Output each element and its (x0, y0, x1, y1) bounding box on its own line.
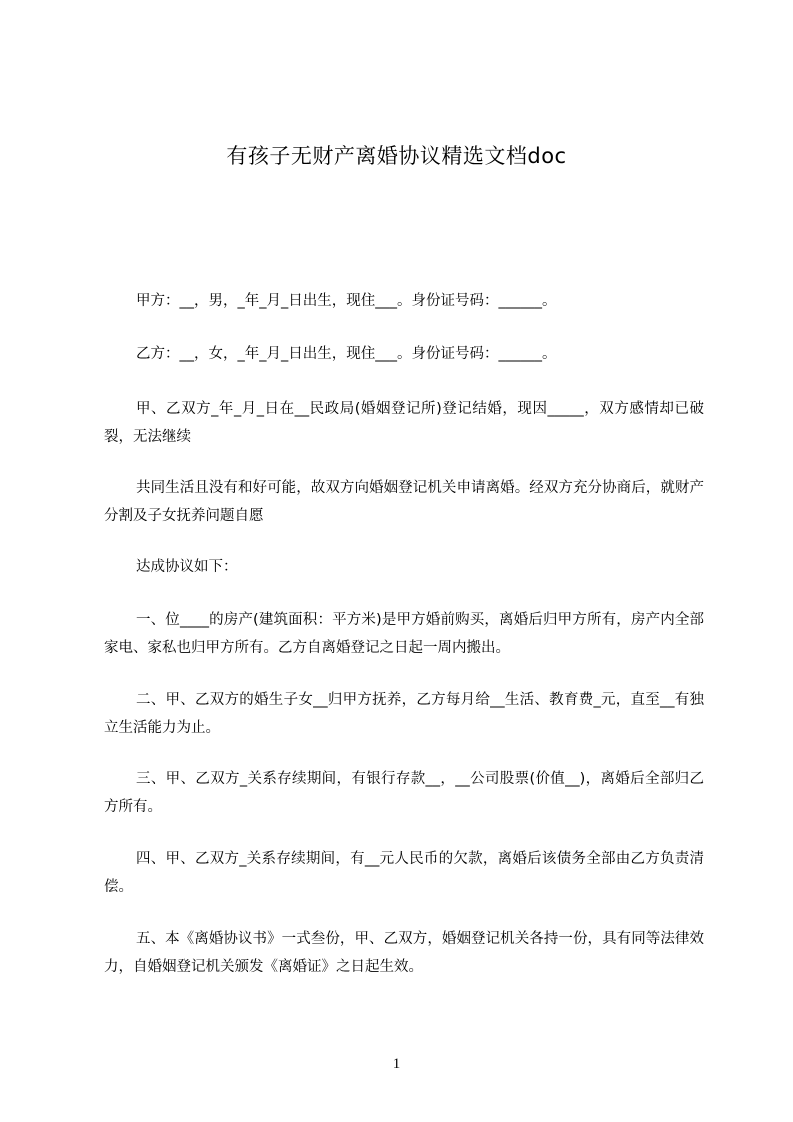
paragraph-party-b: 乙方：__，女，_年_月_日出生，现住___。身份证号码：______。 (136, 346, 557, 362)
clause-2-child-custody: 二、甲、乙双方的婚生子女__归甲方抚养，乙方每月给__生活、教育费_元，直至__有独立生活能力为止。 (104, 692, 704, 736)
page-number: 1 (392, 1056, 401, 1072)
paragraph-marriage-background: 甲、乙双方_年_月_日在__民政局(婚姻登记所)登记结婚，现因_____，双方感情却已破裂，无法继续 (104, 401, 704, 445)
clause-4-debt: 四、甲、乙双方_关系存续期间，有__元人民币的欠款，离婚后该债务全部由乙方负责清偿。 (104, 851, 704, 895)
paragraph-agreement-intro: 达成协议如下： (136, 559, 238, 575)
paragraph-party-a: 甲方：__，男，_年_月_日出生，现住___。身份证号码：______。 (136, 293, 557, 309)
document-title: 有孩子无财产离婚协议精选文档doc (226, 144, 567, 168)
clause-3-savings: 三、甲、乙双方_关系存续期间，有银行存款__，__公司股票(价值__)，离婚后全部归乙方所有。 (104, 771, 704, 815)
clause-5-validity: 五、本《离婚协议书》一式叁份，甲、乙双方，婚姻登记机关各持一份，具有同等法律效力，自婚姻登记机关颁发《离婚证》之日起生效。 (104, 931, 704, 975)
clause-1-house: 一、位____的房产(建筑面积：平方米)是甲方婚前购买，离婚后归甲方所有，房产内全部家电、家私也归甲方所有。乙方自离婚登记之日起一周内搬出。 (104, 612, 704, 656)
paragraph-negotiation: 共同生活且没有和好可能，故双方向婚姻登记机关申请离婚。经双方充分协商后，就财产分割及子女抚养问题自愿 (104, 480, 704, 524)
